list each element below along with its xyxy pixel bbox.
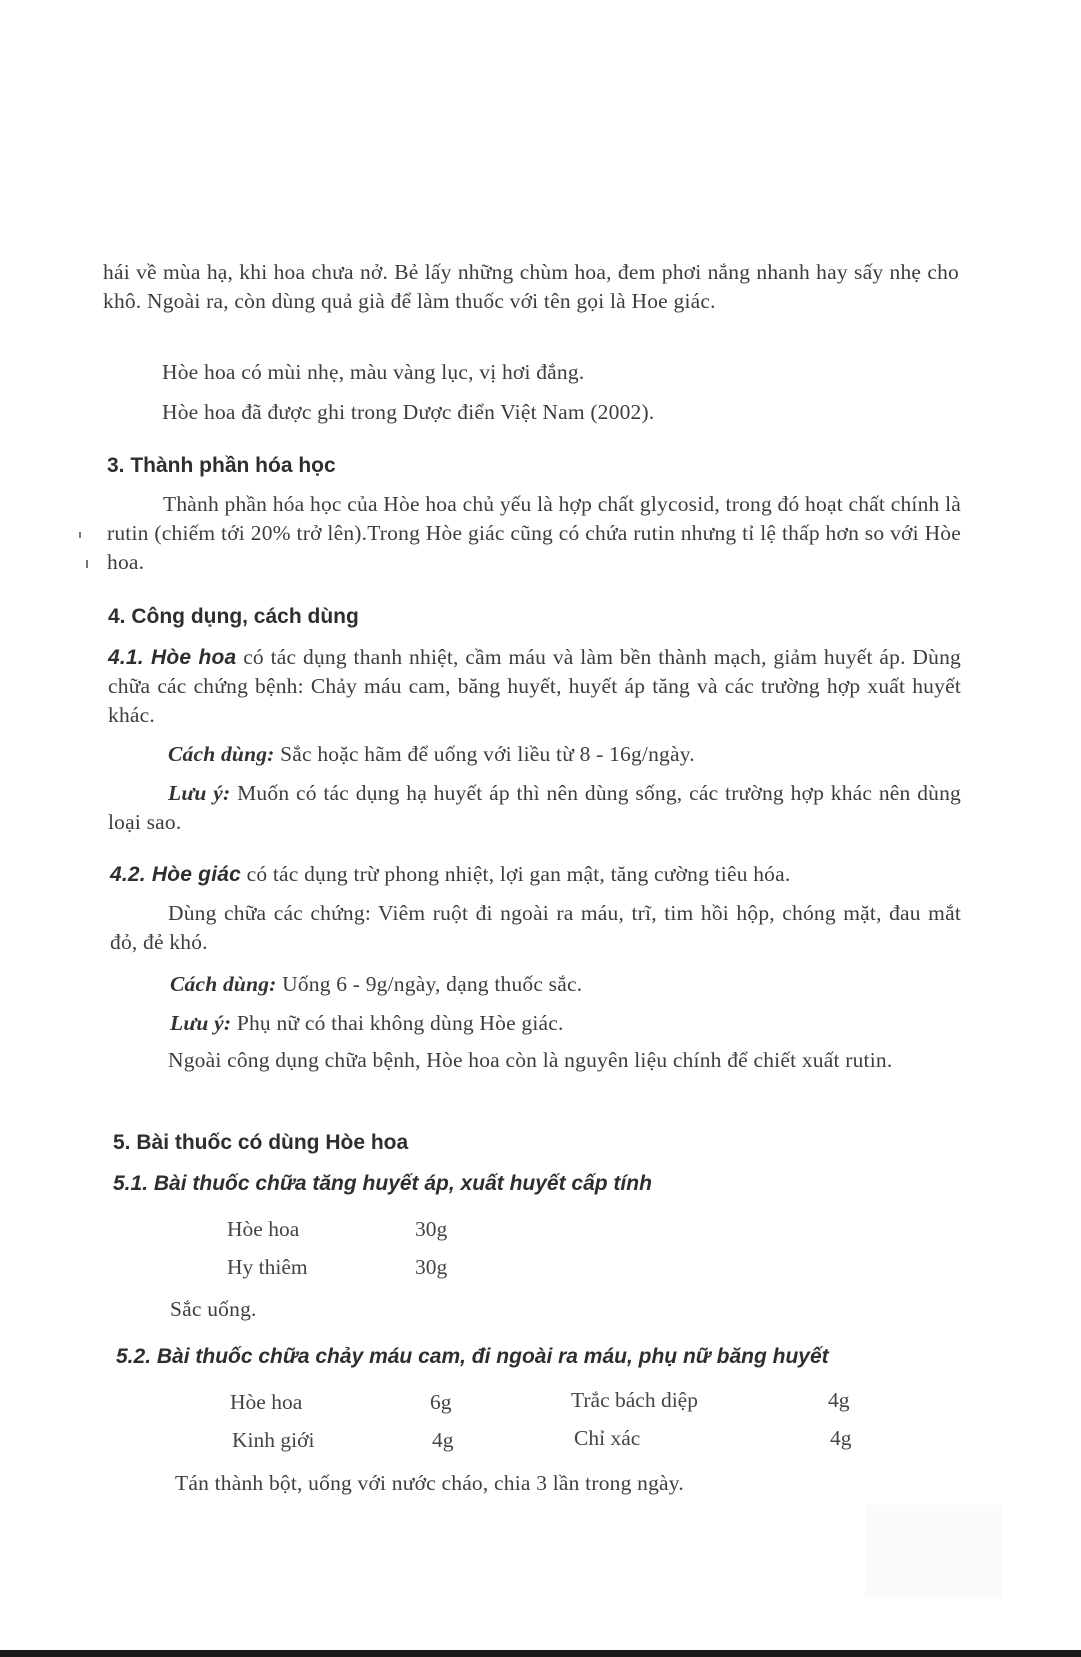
- section-5-heading: 5. Bài thuốc có dùng Hòe hoa: [113, 1131, 409, 1154]
- section-3-paragraph: Thành phần hóa học của Hòe hoa chủ yếu là hợp chất glycosid, trong đó hoạt chất chính là rutin (chiếm tới 20% trở lên).Trong Hòe giác cũng có chứa rutin nhưng tỉ lệ thấp hơn so với Hòe hoa.: [107, 492, 961, 574]
- ingredient-name: Kinh giới: [232, 1428, 315, 1452]
- section-4-2-usage: [170, 970, 961, 999]
- note-text-1: Muốn có tác dụng hạ huyết áp thì nên dùng sống, các trường hợp khác nên dùng loại sao.: [108, 781, 962, 834]
- ingredient-qty: 30g: [415, 1255, 448, 1279]
- section-4-2-note: [170, 1009, 961, 1038]
- usage-text-2: Uống 6 - 9g/ngày, dạng thuốc sắc.: [282, 972, 583, 996]
- section-4-1-note: [108, 779, 961, 837]
- ingredient-name: Hy thiêm: [227, 1255, 308, 1279]
- section-4-1-paragraph: [108, 643, 961, 730]
- section-5-1-instruction: Sắc uống.: [170, 1297, 257, 1321]
- section-5-1-heading: 5.1. Bài thuốc chữa tăng huyết áp, xuất huyết cấp tính: [113, 1172, 652, 1195]
- scan-mark: [79, 532, 81, 538]
- section-4-2-treats: Dùng chữa các chứng: Viêm ruột đi ngoài ra máu, trĩ, tim hồi hộp, chóng mặt, đau mắt đỏ, đẻ khó.: [110, 901, 961, 954]
- ingredient-qty: 4g: [828, 1388, 850, 1412]
- usage-label-2: Cách dùng:: [170, 972, 277, 996]
- section-4-2-text: có tác dụng trừ phong nhiệt, lợi gan mật, tăng cường tiêu hóa.: [246, 862, 791, 886]
- note-text-2: Phụ nữ có thai không dùng Hòe giác.: [236, 1011, 564, 1035]
- ingredient-name: Chỉ xác: [574, 1426, 641, 1450]
- note-label-2: Lưu ý:: [170, 1011, 232, 1035]
- section-4-extra: Ngoài công dụng chữa bệnh, Hòe hoa còn là nguyên liệu chính để chiết xuất rutin.: [168, 1048, 893, 1072]
- ingredient-name: Hòe hoa: [227, 1217, 300, 1241]
- paragraph-smell: Hòe hoa có mùi nhẹ, màu vàng lục, vị hơi đắng.: [162, 360, 585, 384]
- ingredient-qty: 4g: [432, 1428, 454, 1452]
- paragraph-pharmacopoeia: Hòe hoa đã được ghi trong Dược điển Việt Nam (2002).: [162, 400, 655, 424]
- section-4-1-usage: [168, 740, 961, 769]
- section-5-2-heading: 5.2. Bài thuốc chữa chảy máu cam, đi ngoài ra máu, phụ nữ băng huyết: [116, 1345, 829, 1368]
- ingredient-qty: 30g: [415, 1217, 448, 1241]
- section-4-2-lead: 4.2. Hòe giác: [110, 863, 241, 886]
- section-4-heading: 4. Công dụng, cách dùng: [108, 605, 359, 628]
- section-5-2-instruction: Tán thành bột, uống với nước cháo, chia 3 lần trong ngày.: [175, 1471, 684, 1495]
- ingredient-name: Trắc bách diệp: [571, 1388, 698, 1412]
- section-4-1-text: có tác dụng thanh nhiệt, cầm máu và làm bền thành mạch, giảm huyết áp. Dùng chữa các chứng bệnh: Chảy máu cam, băng huyết, huyết áp tăng và các trường hợp xuất huyết khác.: [108, 645, 962, 727]
- section-4-2-paragraph: [110, 860, 961, 889]
- intro-paragraph: hái về mùa hạ, khi hoa chưa nở. Bẻ lấy những chùm hoa, đem phơi nắng nhanh hay sấy nhẹ cho khô. Ngoài ra, còn dùng quả già để làm thuốc với tên gọi là Hoe giác.: [103, 260, 959, 313]
- ingredient-qty: 4g: [830, 1426, 852, 1450]
- section-4-1-lead: 4.1. Hòe hoa: [108, 646, 237, 669]
- scan-mark: [86, 560, 88, 568]
- ingredient-qty: 6g: [430, 1390, 452, 1414]
- section-3-heading: 3. Thành phần hóa học: [107, 454, 336, 477]
- usage-text-1: Sắc hoặc hãm để uống với liều từ 8 - 16g/ngày.: [280, 742, 695, 766]
- note-label-1: Lưu ý:: [168, 781, 231, 805]
- scan-shade: [865, 1505, 1002, 1597]
- ingredient-name: Hòe hoa: [230, 1390, 303, 1414]
- page-bottom-edge: [0, 1650, 1081, 1657]
- usage-label-1: Cách dùng:: [168, 742, 275, 766]
